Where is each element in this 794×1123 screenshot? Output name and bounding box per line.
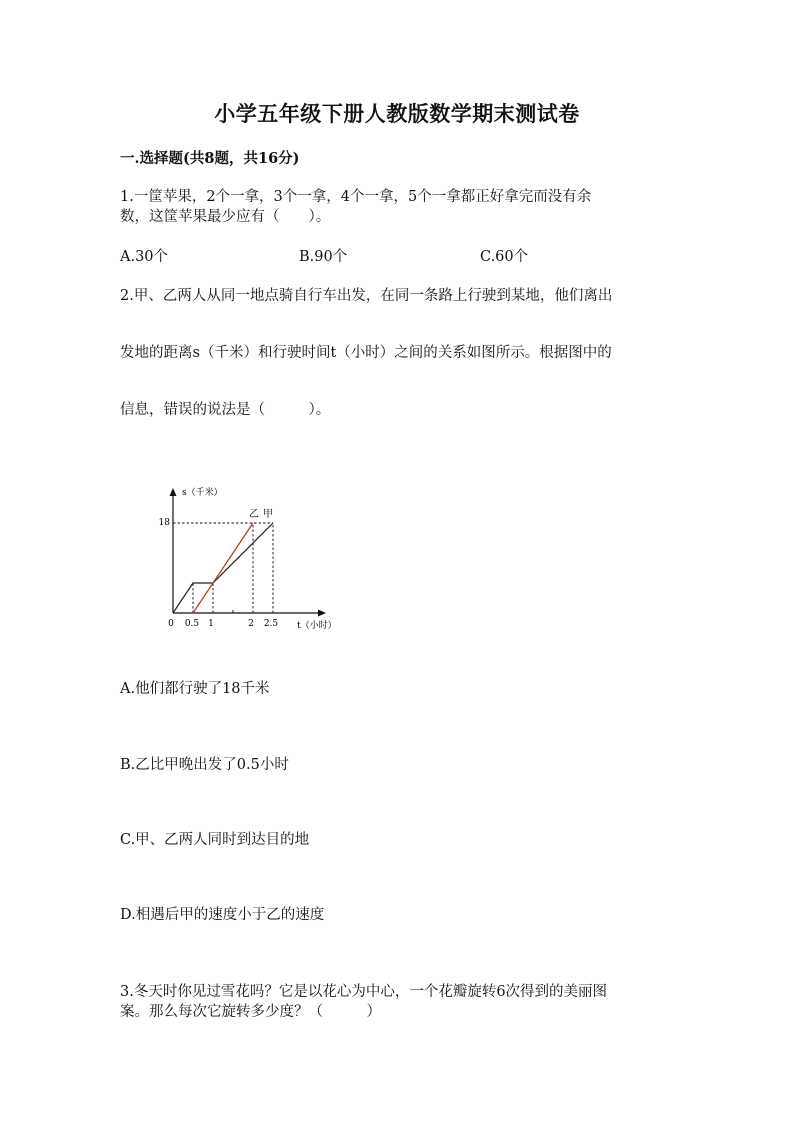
section-heading: 一.选择题(共8题，共16分) [120, 150, 300, 167]
plot-area [173, 523, 273, 613]
x-axis-arrow [318, 610, 326, 617]
y-tick-18: 18 [158, 518, 170, 528]
y-axis-label: s（千米） [182, 488, 223, 498]
q3-text-line2: 案。那么每次它旋转多少度？（ ） [120, 1004, 381, 1020]
distance-time-chart [150, 480, 350, 640]
x-tick-2-5: 2.5 [263, 619, 279, 629]
series-label-jia: 甲 [263, 509, 273, 520]
series-label-yi: 乙 [249, 509, 259, 520]
q3-text-line1: 3.冬天时你见过雪花吗？它是以花心为中心，一个花瓣旋转6次得到的美丽图 [120, 984, 608, 1000]
q1-option-b[interactable]: B.90个 [299, 249, 348, 265]
x-tick-2: 2 [248, 619, 254, 629]
q2-option-c[interactable]: C.甲、乙两人同时到达目的地 [120, 832, 310, 848]
q2-option-d[interactable]: D.相遇后甲的速度小于乙的速度 [120, 907, 325, 923]
page-title: 小学五年级下册人教版数学期末测试卷 [214, 101, 580, 126]
q2-text-line2: 发地的距离s（千米）和行驶时间t（小时）之间的关系如图所示。根据图中的 [120, 345, 612, 361]
x-tick-1: 1 [208, 619, 214, 629]
q1-option-c[interactable]: C.60个 [480, 249, 529, 265]
q2-text-line1: 2.甲、乙两人从同一地点骑自行车出发，在同一条路上行驶到某地，他们离出 [120, 288, 613, 304]
x-tick-0-5: 0.5 [184, 619, 200, 629]
q2-option-b[interactable]: B.乙比甲晚出发了0.5小时 [120, 757, 289, 773]
q2-option-a[interactable]: A.他们都行驶了18千米 [120, 681, 270, 697]
x-tick-0: 0 [168, 619, 174, 629]
series-line-1 [193, 523, 253, 613]
q2-text-line3: 信息，错误的说法是（ ）。 [120, 402, 331, 418]
q1-text-line2: 数，这筐苹果最少应有（ ）。 [120, 209, 331, 225]
y-axis-arrow [170, 488, 177, 496]
q1-text-line1: 1.一筐苹果，2个一拿，3个一拿，4个一拿，5个一拿都正好拿完而没有余 [120, 189, 592, 205]
q1-option-a[interactable]: A.30个 [120, 249, 169, 265]
x-axis-label: t（小时） [297, 621, 337, 631]
